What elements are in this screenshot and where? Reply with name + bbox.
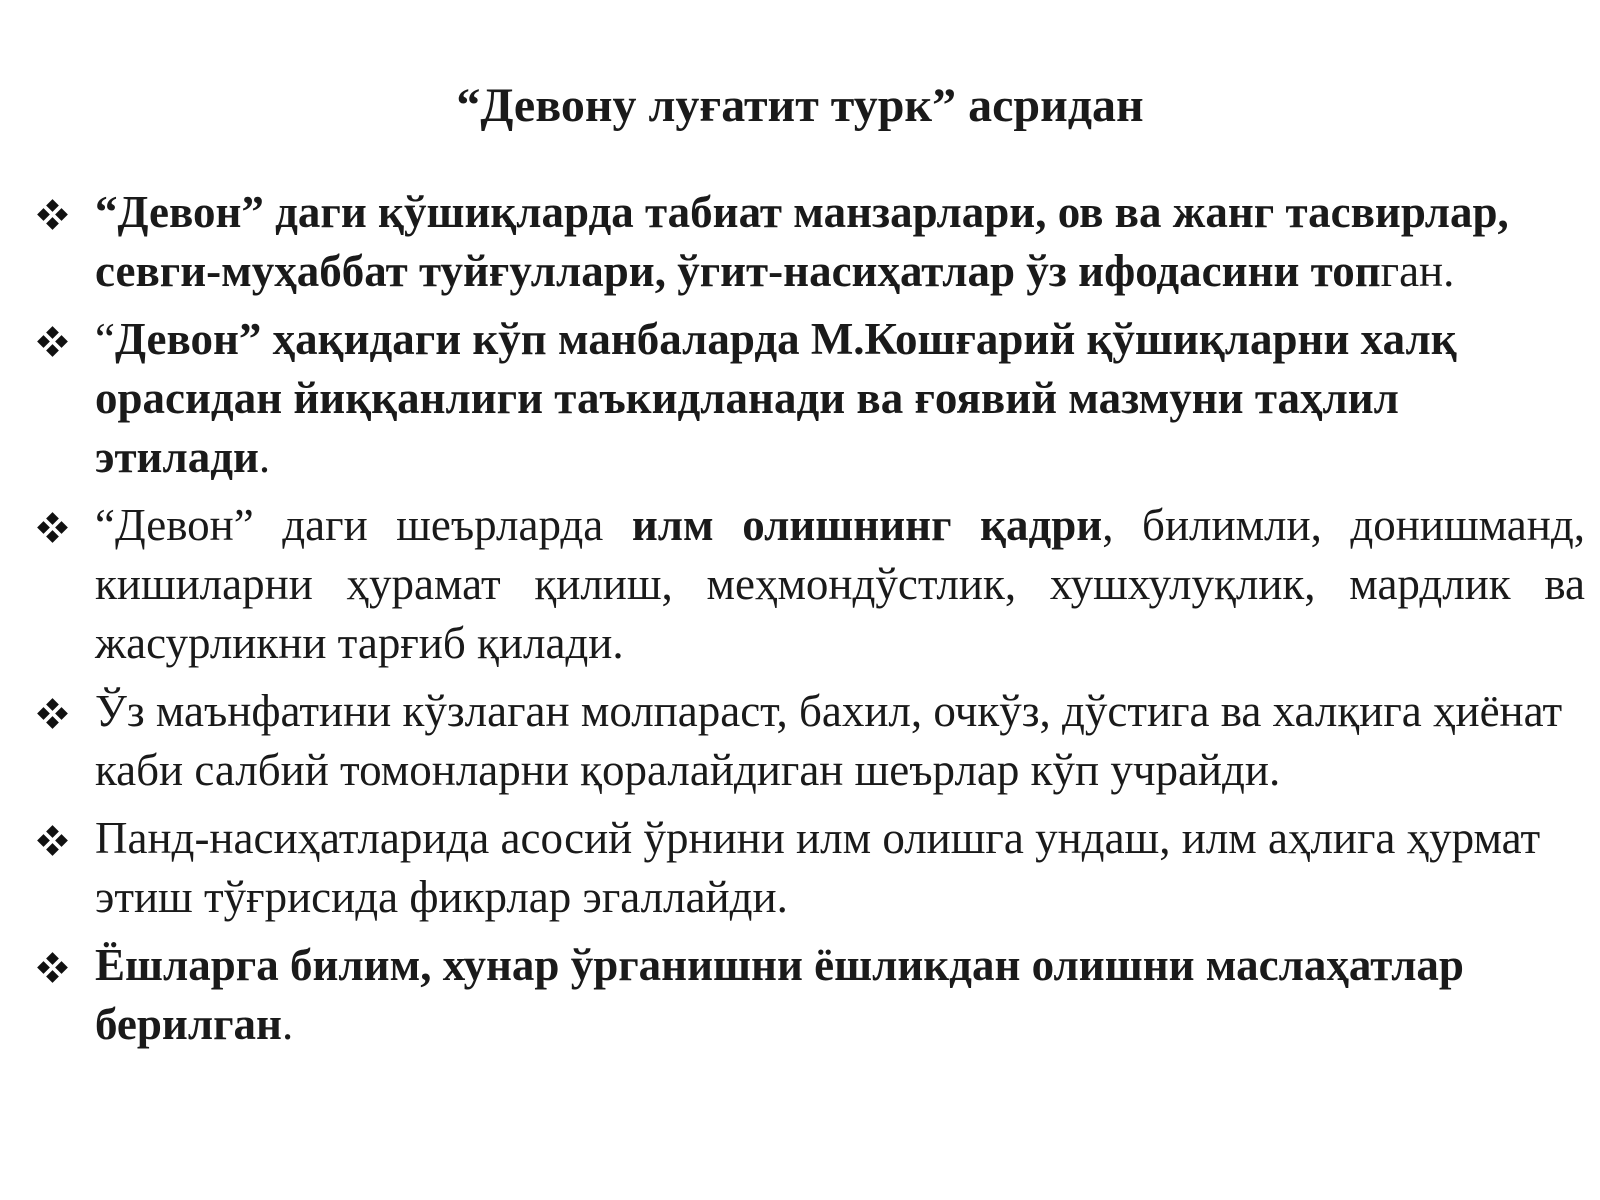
bullet-list — [37, 183, 1585, 1063]
diamond-bullet-icon — [37, 826, 69, 856]
bullet-2-text: . — [258, 432, 271, 482]
bullet-item-6 — [37, 936, 1585, 1054]
diamond-bullet-icon — [37, 953, 69, 983]
bullet-5-text: Панд-насиҳатларида асосий ўрнини илм олишга ундаш, илм аҳлига ҳурмат этиш тўғрисида фикрлар эгаллайди. — [95, 813, 1541, 922]
bullet-6-bold-text: Ёшларга билим, хунар ўрганишни ёшликдан олишни маслаҳатлар берилган — [95, 940, 1464, 1049]
diamond-bullet-icon — [37, 513, 69, 543]
bullet-3-text-end: , билимли, донишманд, кишиларни ҳурамат қилиш, меҳмондўстлик, хушхулуқлик, мардлик ва жасурликни тарғиб қилади. — [95, 500, 1585, 668]
diamond-bullet-icon — [37, 200, 69, 230]
bullet-4-text: Ўз маънфатини кўзлаган молпараст, бахил, очкўз, дўстига ва халқига ҳиёнат каби салбий томонларни қоралайдиган шеърлар кўп учрайди. — [95, 686, 1563, 795]
bullet-3-bold-text: илм олишнинг қадри — [631, 500, 1103, 550]
bullet-6-text: . — [281, 999, 294, 1049]
bullet-1-text: ган. — [1380, 246, 1455, 296]
diamond-bullet-icon — [37, 327, 69, 357]
bullet-item-1 — [37, 183, 1585, 301]
slide-title: “Девону луғатит турк” асридан — [456, 79, 1144, 132]
bullet-item-2 — [37, 310, 1585, 487]
bullet-2-quote: “ — [95, 314, 115, 364]
bullet-item-5 — [37, 809, 1585, 927]
bullet-3-text-start: “Девон” даги шеърларда — [95, 500, 632, 550]
bullet-2-bold-text: Девон” ҳақидаги кўп манбаларда М.Кошғарий қўшиқларни халқ орасидан йиққанлиги таъкидланади ва ғоявий мазмуни таҳлил этилади — [95, 314, 1457, 482]
bullet-1-bold-text: “Девон” даги қўшиқларда табиат манзарлари, ов ва жанг тасвирлар, севги-муҳаббат туйғуллари, ўгит-насиҳатлар ўз ифодасини топ — [95, 187, 1509, 296]
bullet-item-3 — [37, 496, 1585, 673]
bullet-item-4 — [37, 682, 1585, 800]
diamond-bullet-icon — [37, 699, 69, 729]
